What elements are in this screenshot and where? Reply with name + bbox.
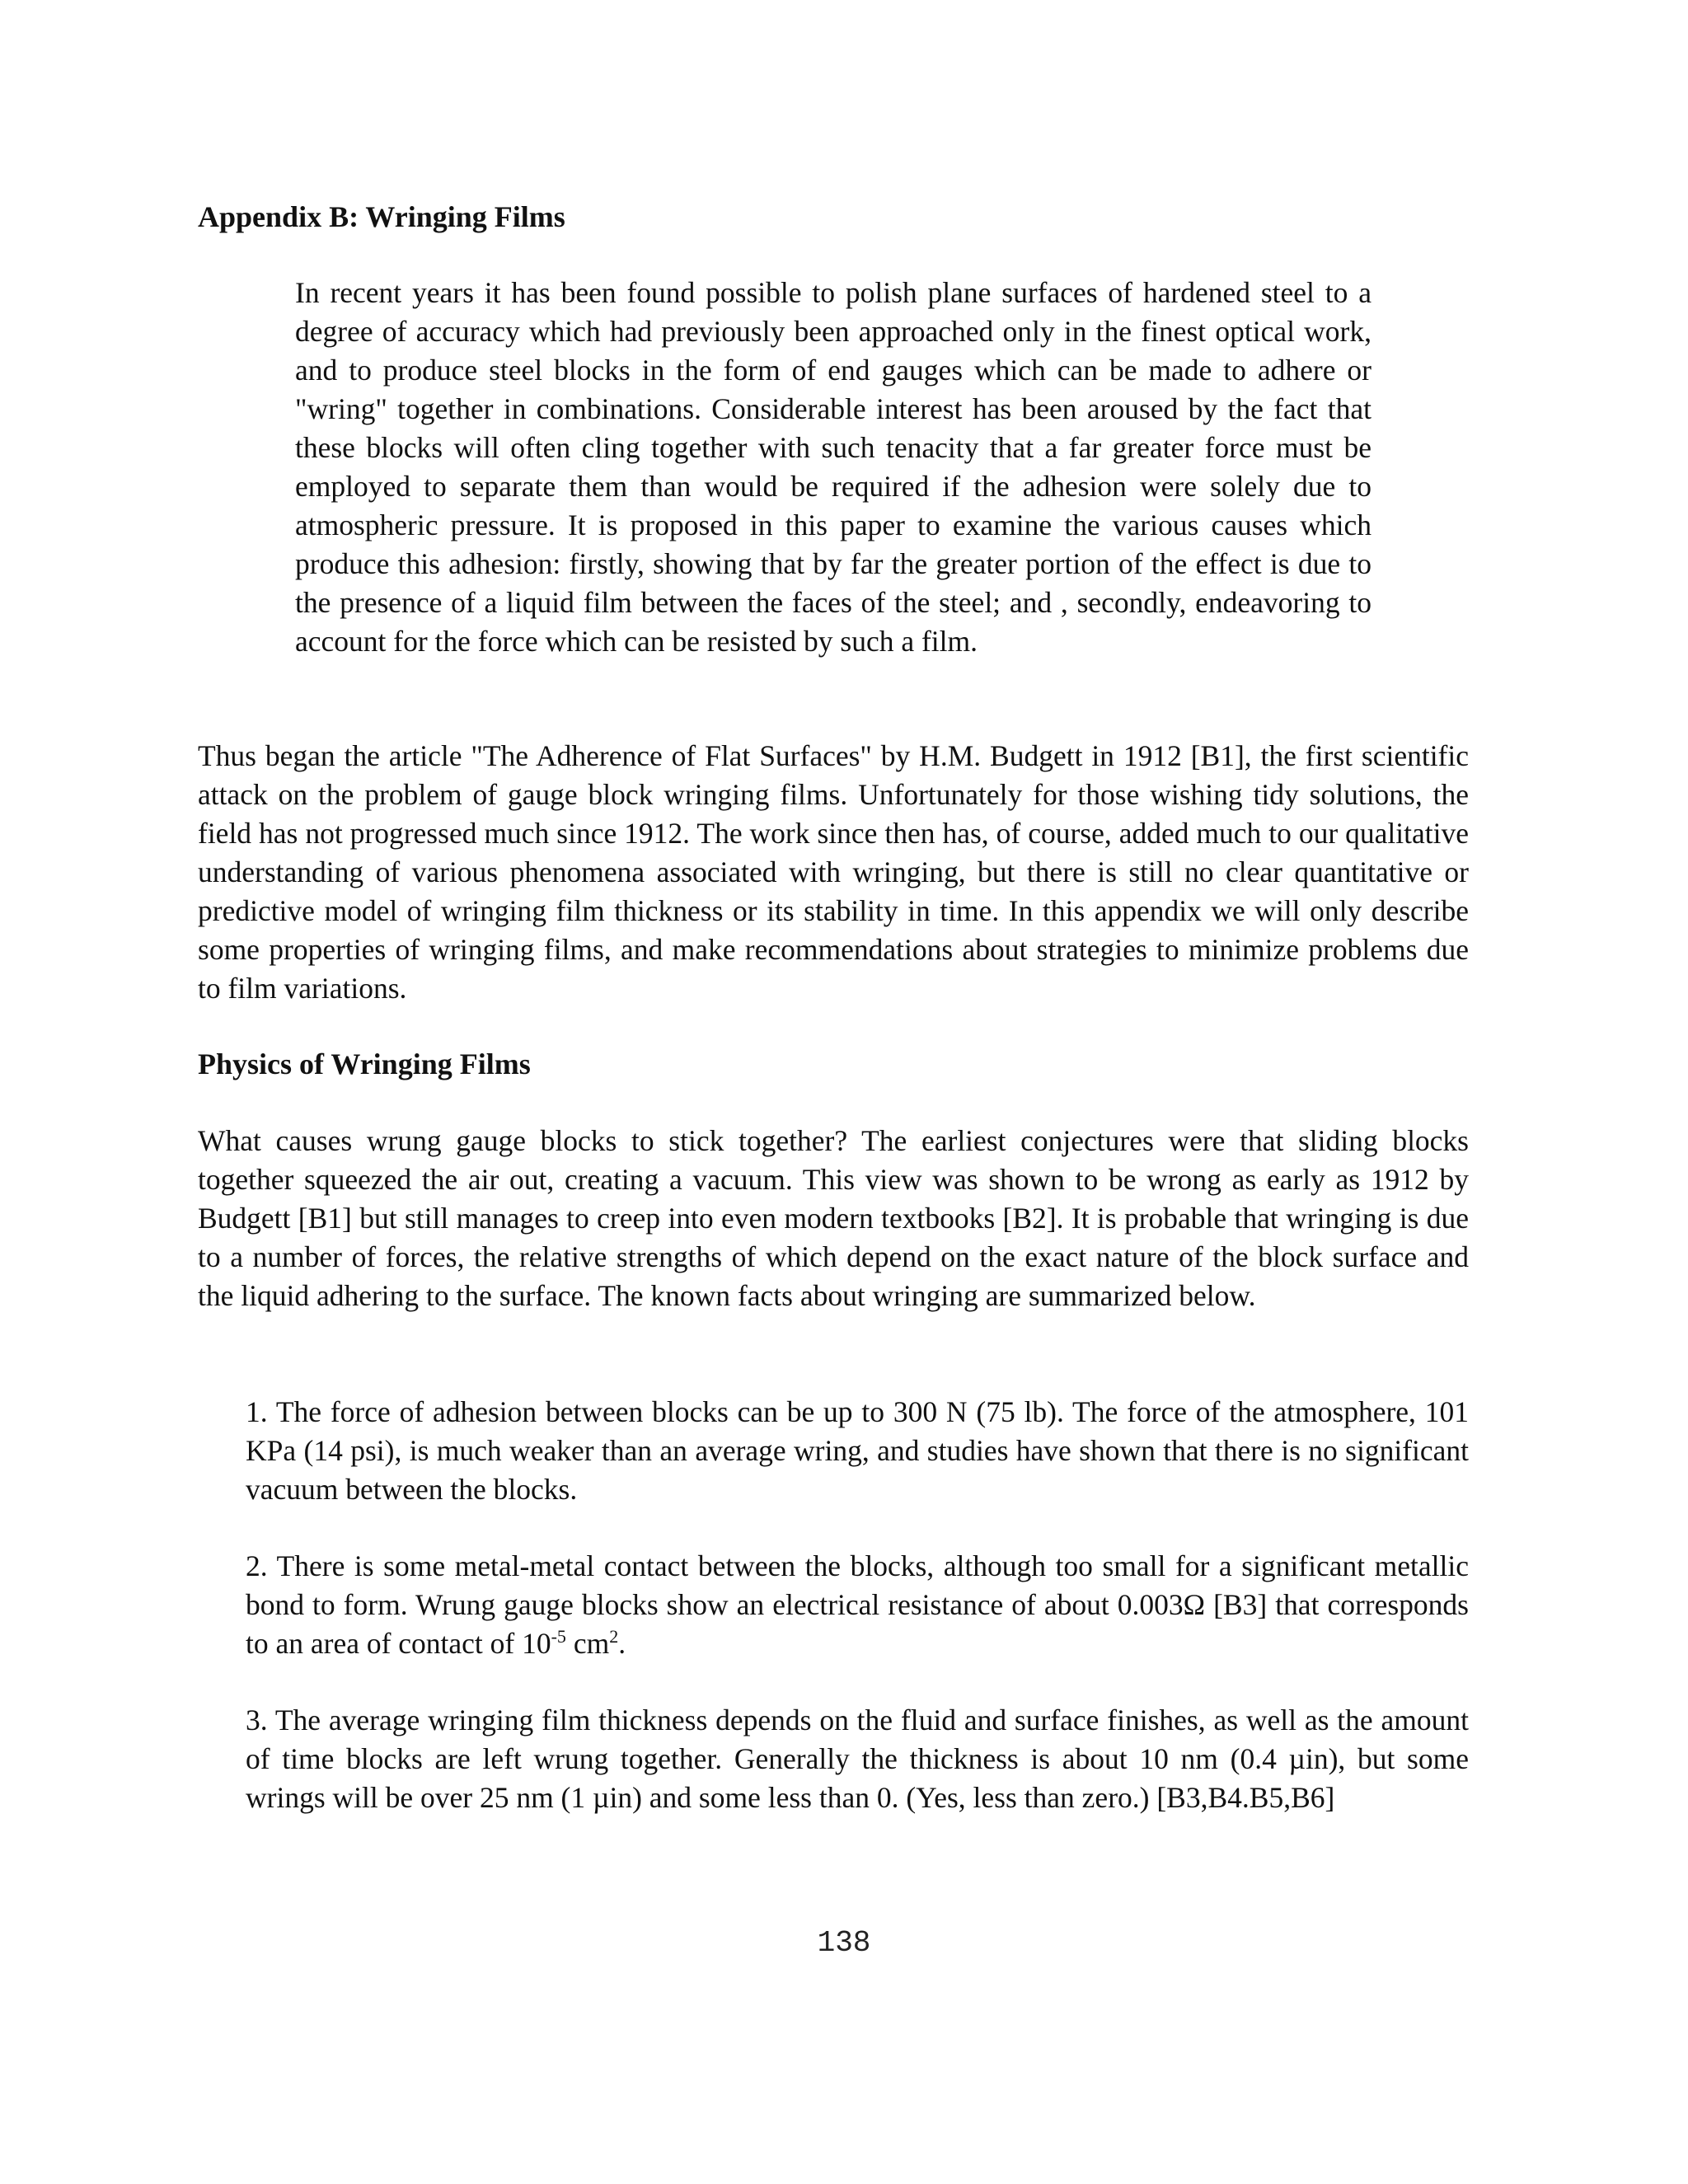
appendix-heading: Appendix B: Wringing Films	[198, 200, 565, 233]
fact-item-3: 3. The average wringing film thickness depends on the fluid and surface finishes, as well as the amount of time blocks are left wrung together. Generally the thickness is about 10 nm (0.4 µin), but some wrings will be over 25 nm (1 µin) and some less than 0. (Yes, less than zero.) [B3,B4.B5,B6]	[246, 1704, 1469, 1814]
fact-item-2-text: 2. There is some metal-metal contact between the blocks, although too small for a significant metallic bond to form. Wrung gauge blocks show an electrical resistance of about 0.003Ω [B3] that corresponds to an area of contact of 10	[246, 1549, 1469, 1660]
fact-item-1: 1. The force of adhesion between blocks can be up to 300 N (75 lb). The force of the atmosphere, 101 KPa (14 psi), is much weaker than an average wring, and studies have shown that there is no significant vacuum between the blocks.	[246, 1395, 1469, 1506]
budgett-quote: In recent years it has been found possible to polish plane surfaces of hardened steel to a degree of accuracy which had previously been approached only in the finest optical work, and to produce steel blocks in the form of end gauges which can be made to adhere or "wring" together in combinations. Considerable interest has been aroused by the fact that these blocks will often cling together with such tenacity that a far greater force must be employed to separate them than would be required if the adhesion were solely due to atmospheric pressure. It is proposed in this paper to examine the various causes which produce this adhesion: firstly, showing that by far the greater portion of the effect is due to the presence of a liquid film between the faces of the steel; and , secondly, endeavoring to account for the force which can be resisted by such a film.	[295, 276, 1372, 658]
intro-paragraph: Thus began the article "The Adherence of Flat Surfaces" by H.M. Budgett in 1912 [B1], the first scientific attack on the problem of gauge block wringing films. Unfortunately for those wishing tidy solutions, the field has not progressed much since 1912. The work since then has, of course, added much to our qualitative understanding of various phenomena associated with wringing, but there is still no clear quantitative or predictive model of wringing film thickness or its stability in time. In this appendix we will only describe some properties of wringing films, and make recommendations about strategies to minimize problems due to film variations.	[198, 739, 1469, 1005]
fact-item-2-unit: cm	[565, 1627, 610, 1660]
fact-item-2	[246, 1547, 1469, 1663]
fact-item-2-period: .	[618, 1627, 626, 1660]
physics-paragraph: What causes wrung gauge blocks to stick together? The earliest conjectures were that sliding blocks together squeezed the air out, creating a vacuum. This view was shown to be wrong as early as 1912 by Budgett [B1] but still manages to creep into even modern textbooks [B2]. It is probable that wringing is due to a number of forces, the relative strengths of which depend on the exact nature of the block surface and the liquid adhering to the surface. The known facts about wringing are summarized below.	[198, 1124, 1469, 1312]
fact-item-2-unit-exponent: 2	[609, 1626, 619, 1647]
page-number: 138	[817, 1926, 871, 1960]
physics-section-heading: Physics of Wringing Films	[198, 1047, 531, 1080]
fact-item-2-exponent: -5	[551, 1626, 566, 1647]
